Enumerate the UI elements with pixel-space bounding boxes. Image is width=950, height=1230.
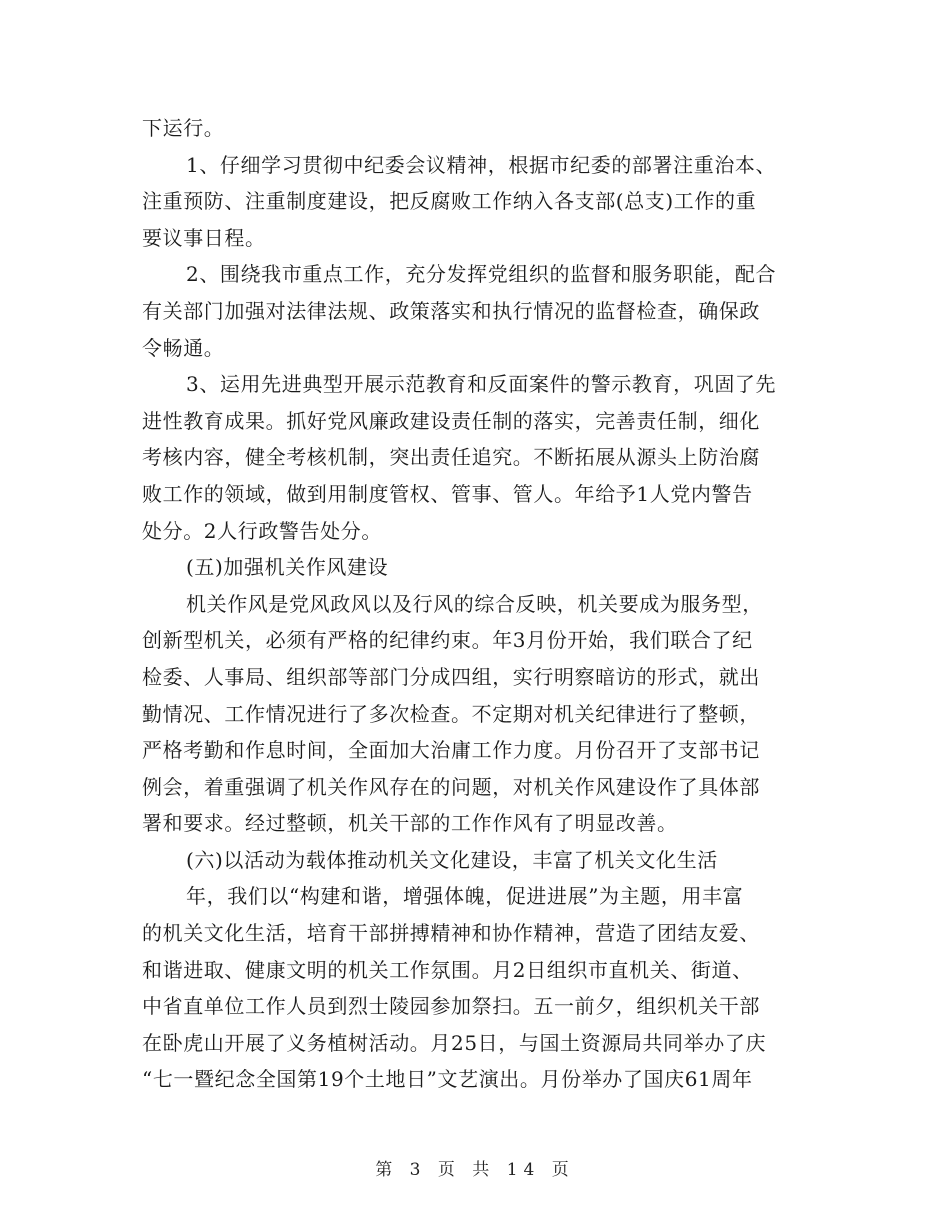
text-line: 创新型机关，必须有严格的纪律约束。年3月份开始，我们联合了纪 <box>142 628 753 653</box>
text-line: 进性教育成果。抓好党风廉政建设责任制的落实，完善责任制，细化 <box>142 408 760 433</box>
page-number-footer: 第 3 页 共 14 页 <box>375 1160 575 1180</box>
text-line: 3、运用先进典型开展示范教育和反面案件的警示教育，巩固了先 <box>186 372 777 397</box>
text-line: 有关部门加强对法律法规、政策落实和执行情况的监督检查，确保政 <box>142 298 760 323</box>
document-body <box>142 110 810 1098</box>
text-line: 下运行。 <box>142 116 225 140</box>
text-line: 2、围绕我市重点工作，充分发挥党组织的监督和服务职能，配合 <box>186 262 777 287</box>
text-line: 严格考勤和作息时间，全面加大治庸工作力度。月份召开了支部书记 <box>142 738 760 763</box>
text-line: 的机关文化生活，培育干部拼搏精神和协作精神，营造了团结友爱、 <box>142 921 760 946</box>
text-line: 例会，着重强调了机关作风存在的问题，对机关作风建设作了具体部 <box>142 774 760 799</box>
text-line: 注重预防、注重制度建设，把反腐败工作纳入各支部(总支)工作的重 <box>142 189 757 214</box>
text-line: 考核内容，健全考核机制，突出责任追究。不断拓展从源头上防治腐 <box>142 445 760 470</box>
text-line: 和谐进取、健康文明的机关工作氛围。月2日组织市直机关、街道、 <box>142 957 753 982</box>
text-line: 处分。2人行政警告处分。 <box>142 518 382 543</box>
text-line: 署和要求。经过整顿，机关干部的工作作风有了明显改善。 <box>142 811 678 836</box>
text-line: 败工作的领域，做到用制度管权、管事、管人。年给予1人党内警告 <box>142 481 753 506</box>
section-heading: (五)加强机关作风建设 <box>186 555 389 580</box>
text-line: 在卧虎山开展了义务植树活动。月25日，与国土资源局共同举办了庆 <box>142 1030 767 1055</box>
text-line: 勤情况、工作情况进行了多次检查。不定期对机关纪律进行了整顿， <box>142 701 760 726</box>
text-line: 年，我们以“构建和谐，增强体魄，促进进展”为主题，用丰富 <box>186 884 744 909</box>
text-line: 机关作风是党风政风以及行风的综合反映，机关要成为服务型， <box>186 591 763 616</box>
text-line: 检委、人事局、组织部等部门分成四组，实行明察暗访的形式，就出 <box>142 664 760 689</box>
text-line: 1、仔细学习贯彻中纪委会议精神，根据市纪委的部署注重治本、 <box>186 152 777 177</box>
text-line: 中省直单位工作人员到烈士陵园参加祭扫。五一前夕，组织机关干部 <box>142 994 760 1019</box>
text-line: 要议事日程。 <box>142 225 266 250</box>
section-heading: (六)以活动为载体推动机关文化建设，丰富了机关文化生活 <box>186 847 718 872</box>
text-line: 令畅通。 <box>142 335 225 360</box>
text-line: “七一暨纪念全国第19个土地日”文艺演出。月份举办了国庆61周年 <box>142 1067 753 1092</box>
